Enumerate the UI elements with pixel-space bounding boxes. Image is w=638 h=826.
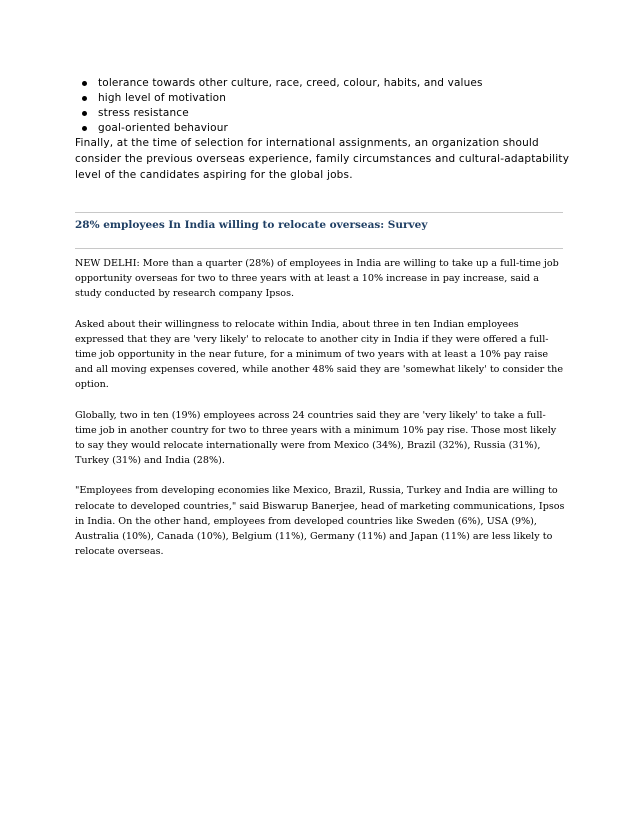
divider-bottom	[75, 248, 563, 249]
bullet-list	[82, 76, 483, 136]
list-item	[82, 121, 483, 136]
list-item	[82, 76, 483, 91]
intro-paragraph: Finally, at the time of selection for international assignments, an organization should consider the previous overseas experience, family circumstances and cultural-adaptability level of the candidates aspiring for the global jobs.	[75, 137, 570, 181]
article-paragraph-1: NEW DELHI: More than a quarter (28%) of employees in India are willing to take up a full-time job opportunity overseas for two to three years with at least a 10% increase in pay increase, said a study conducted by research company Ipsos.	[75, 258, 559, 300]
article-body	[75, 256, 565, 574]
bullet-icon	[82, 126, 87, 131]
article-paragraph-3: Globally, two in ten (19%) employees across 24 countries said they are 'very likely' to take a full-time job in another country for two to three years with a minimum 10% pay rise. Those most likely to say they would relocate internationally were from Mexico (34%), Brazil (32%), Russia (31%), Turkey (31%) and India (28%).	[75, 409, 557, 467]
bullet-text: stress resistance	[98, 107, 189, 119]
article-headline: 28% employees In India willing to relocate overseas: Survey	[75, 219, 428, 231]
bullet-text: tolerance towards other culture, race, creed, colour, habits, and values	[98, 77, 483, 89]
article-paragraph-2: Asked about their willingness to relocate within India, about three in ten Indian employees expressed that they are 'very likely' to relocate to another city in India if they were offered a full-time job opportunity in the near future, for a minimum of two years with at least a 10% pay raise and all moving expenses covered, while another 48% said they are 'somewhat likely' to consider the option.	[75, 318, 563, 391]
divider-top	[75, 212, 563, 213]
bullet-icon	[82, 96, 87, 101]
bullet-icon	[82, 81, 87, 86]
list-item	[82, 106, 483, 121]
bullet-icon	[82, 111, 87, 116]
list-item	[82, 91, 483, 106]
bullet-text: goal-oriented behaviour	[98, 122, 228, 134]
article-paragraph-4: "Employees from developing economies like Mexico, Brazil, Russia, Turkey and India are willing to relocate to developed countries," said Biswarup Banerjee, head of marketing communications, Ipsos in India. On the other hand, employees from developed countries like Sweden (6%), USA (9%), Australia (10%), Canada (10%), Belgium (11%), Germany (11%) and Japan (11%) are less likely to relocate overseas.	[75, 485, 565, 558]
bullet-text: high level of motivation	[98, 92, 227, 104]
